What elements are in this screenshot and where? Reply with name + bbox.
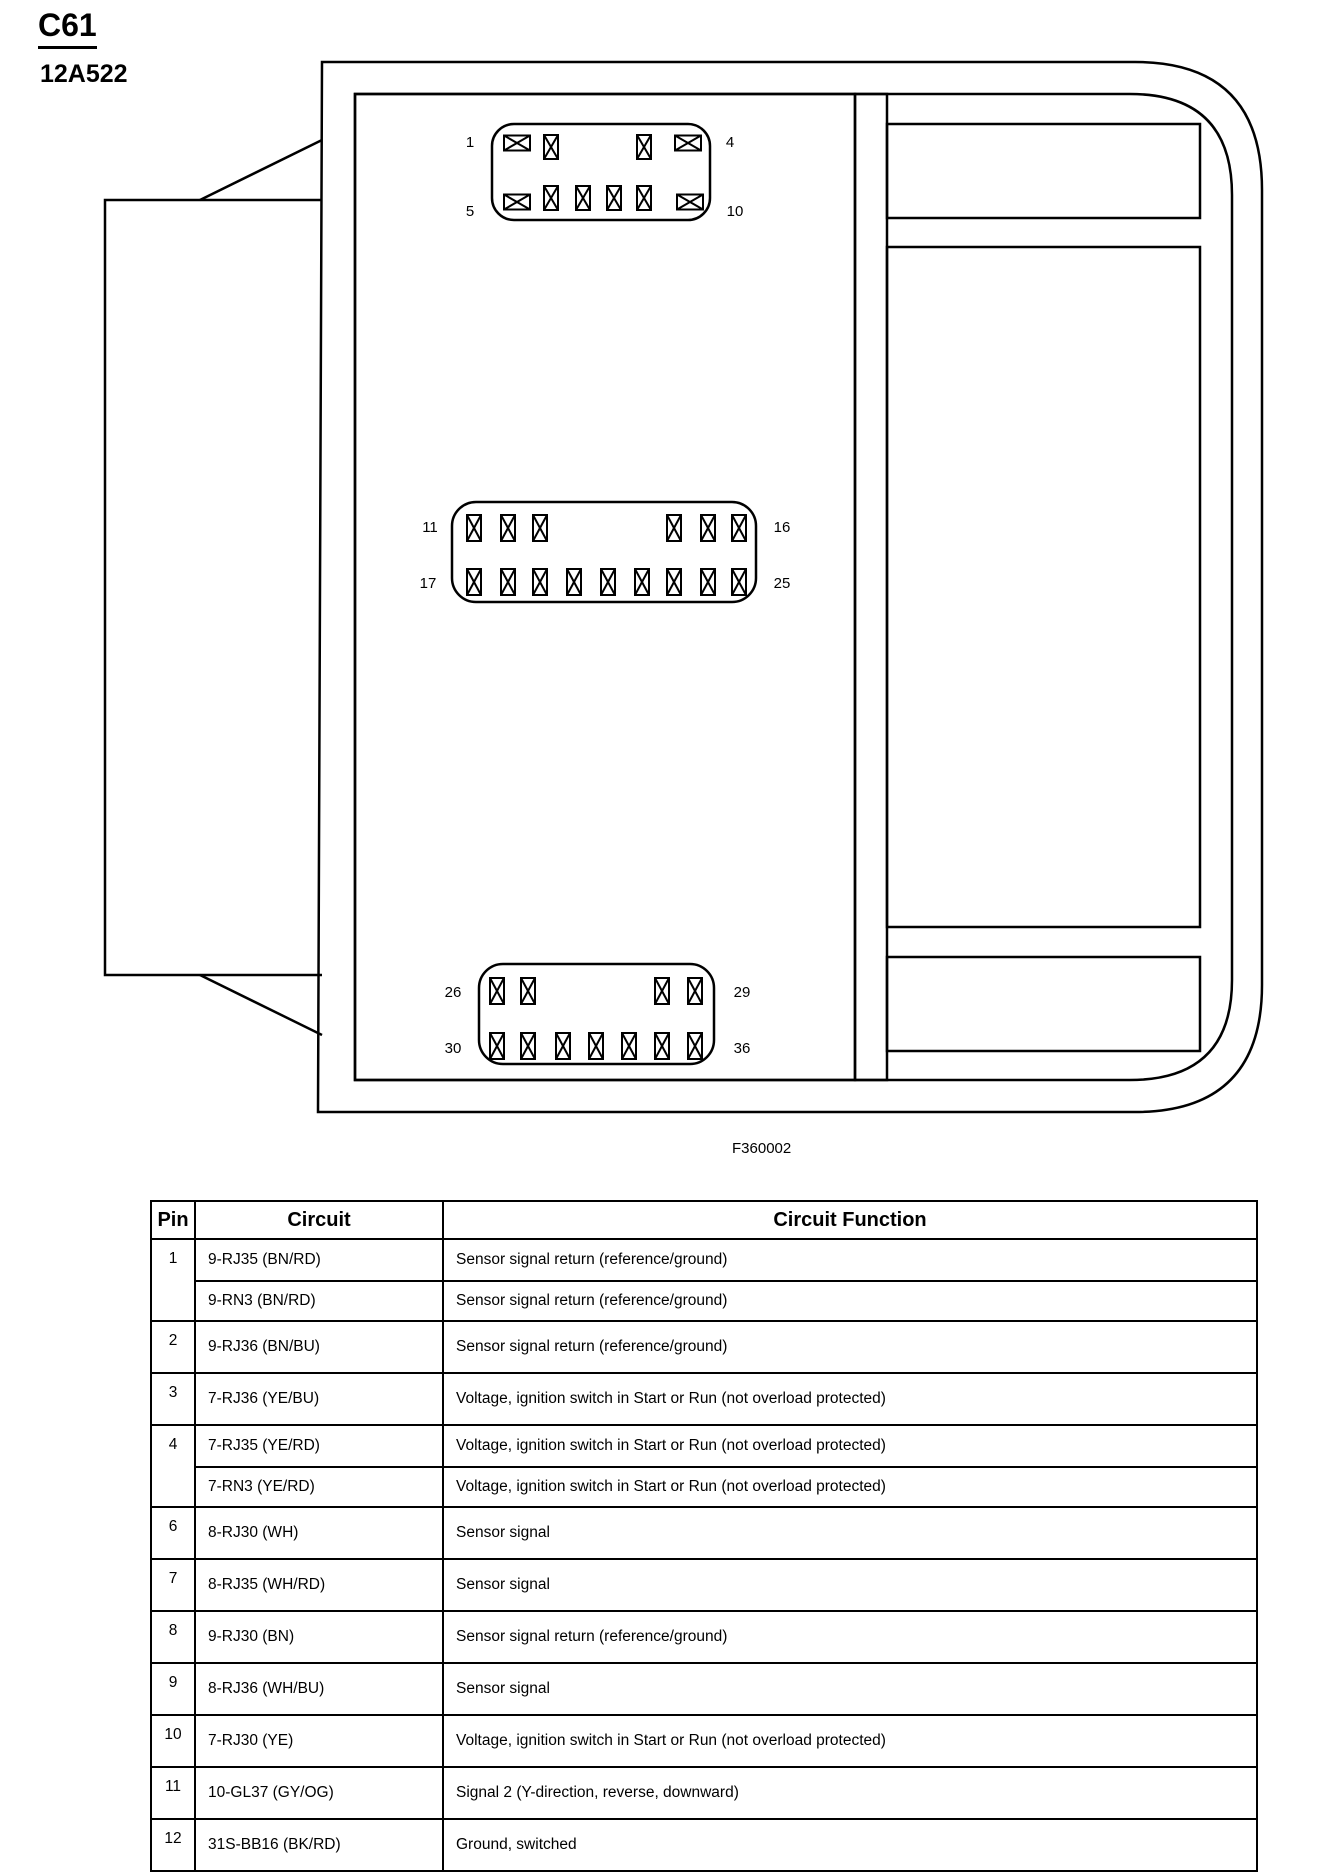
window-top	[887, 124, 1200, 218]
pin-label-26: 26	[444, 984, 462, 1001]
pin-cavity	[504, 195, 530, 210]
pin-cavity	[655, 1033, 669, 1059]
pin-cavity	[655, 978, 669, 1004]
pin-cavity	[504, 136, 530, 151]
pin-cell: 1	[151, 1239, 195, 1321]
circuit-cell: 7-RJ35 (YE/RD)	[195, 1425, 443, 1467]
pin-cavity	[688, 978, 702, 1004]
pin-label-17: 17	[419, 575, 437, 592]
header-pin: Pin	[151, 1201, 195, 1239]
pin-cavity	[556, 1033, 570, 1059]
pin-cavity	[521, 978, 535, 1004]
pin-cell: 2	[151, 1321, 195, 1373]
pin-label-30: 30	[444, 1040, 462, 1057]
function-cell: Sensor signal	[443, 1507, 1257, 1559]
pin-cavity	[490, 978, 504, 1004]
circuit-cell: 7-RJ30 (YE)	[195, 1715, 443, 1767]
pin-cavity	[544, 186, 558, 210]
function-cell: Ground, switched	[443, 1819, 1257, 1871]
pin-cavity	[467, 569, 481, 595]
table-row	[151, 1239, 1257, 1281]
pin-label-36: 36	[733, 1040, 751, 1057]
pin-label-29: 29	[733, 984, 751, 1001]
pin-cavity	[732, 569, 746, 595]
pin-cavity	[490, 1033, 504, 1059]
pin-label-4: 4	[725, 134, 735, 151]
function-cell: Sensor signal return (reference/ground)	[443, 1321, 1257, 1373]
function-cell: Sensor signal return (reference/ground)	[443, 1611, 1257, 1663]
pin-cavity	[533, 569, 547, 595]
table-row	[151, 1559, 1257, 1611]
pin-cavity	[635, 569, 649, 595]
pin-cavity	[601, 569, 615, 595]
pin-cavity	[521, 1033, 535, 1059]
part-number: 12A522	[40, 60, 128, 88]
pin-cell: 3	[151, 1373, 195, 1425]
table-row	[151, 1507, 1257, 1559]
circuit-cell: 10-GL37 (GY/OG)	[195, 1767, 443, 1819]
function-cell: Sensor signal	[443, 1559, 1257, 1611]
pin-cavity	[622, 1033, 636, 1059]
pin-cavity	[567, 569, 581, 595]
pin-cell: 8	[151, 1611, 195, 1663]
pin-cavity	[467, 515, 481, 541]
pin-cavity	[637, 135, 651, 159]
pin-cavity	[675, 136, 701, 151]
table-row	[151, 1425, 1257, 1467]
header-circuit: Circuit	[195, 1201, 443, 1239]
table-row	[151, 1373, 1257, 1425]
function-cell: Voltage, ignition switch in Start or Run (not overload protected)	[443, 1715, 1257, 1767]
function-cell: Voltage, ignition switch in Start or Run (not overload protected)	[443, 1373, 1257, 1425]
function-cell: Voltage, ignition switch in Start or Run (not overload protected)	[443, 1425, 1257, 1467]
pin-cavity	[501, 515, 515, 541]
table-row	[151, 1819, 1257, 1871]
pin-cell: 6	[151, 1507, 195, 1559]
circuit-cell: 8-RJ30 (WH)	[195, 1507, 443, 1559]
pin-label-10: 10	[726, 203, 744, 220]
pin-cavity	[589, 1033, 603, 1059]
divider-bar	[855, 94, 887, 1080]
pin-cell: 12	[151, 1819, 195, 1871]
pin-cavity	[667, 569, 681, 595]
table-row	[151, 1321, 1257, 1373]
pin-label-16: 16	[773, 519, 791, 536]
circuit-cell: 9-RJ36 (BN/BU)	[195, 1321, 443, 1373]
pin-cavity	[576, 186, 590, 210]
connector-id: C61	[38, 6, 97, 49]
circuit-cell: 31S-BB16 (BK/RD)	[195, 1819, 443, 1871]
pin-cavity	[667, 515, 681, 541]
function-cell: Sensor signal return (reference/ground)	[443, 1281, 1257, 1321]
pin-cell: 11	[151, 1767, 195, 1819]
pin-cavity	[637, 186, 651, 210]
pin-table	[150, 1200, 1258, 1872]
function-cell: Sensor signal	[443, 1663, 1257, 1715]
header-function: Circuit Function	[443, 1201, 1257, 1239]
circuit-cell: 8-RJ35 (WH/RD)	[195, 1559, 443, 1611]
table-row	[151, 1663, 1257, 1715]
window-bottom	[887, 957, 1200, 1051]
table-row	[151, 1611, 1257, 1663]
pin-cavity	[701, 569, 715, 595]
table-row	[151, 1715, 1257, 1767]
circuit-cell: 8-RJ36 (WH/BU)	[195, 1663, 443, 1715]
pin-cell: 10	[151, 1715, 195, 1767]
pin-cavity	[501, 569, 515, 595]
pin-cavity	[732, 515, 746, 541]
pin-cell: 9	[151, 1663, 195, 1715]
circuit-cell: 9-RN3 (BN/RD)	[195, 1281, 443, 1321]
pin-table-header	[151, 1201, 1257, 1239]
circuit-cell: 9-RJ35 (BN/RD)	[195, 1239, 443, 1281]
table-row	[151, 1467, 1257, 1507]
pin-cavity	[688, 1033, 702, 1059]
pin-label-11: 11	[422, 519, 438, 536]
pin-cavity	[544, 135, 558, 159]
figure-id: F360002	[732, 1140, 792, 1157]
pin-cavity	[607, 186, 621, 210]
function-cell: Sensor signal return (reference/ground)	[443, 1239, 1257, 1281]
pin-label-1: 1	[465, 134, 475, 151]
function-cell: Signal 2 (Y-direction, reverse, downward)	[443, 1767, 1257, 1819]
pin-cavity	[533, 515, 547, 541]
table-row	[151, 1767, 1257, 1819]
pin-cell: 4	[151, 1425, 195, 1507]
table-row	[151, 1281, 1257, 1321]
window-middle	[887, 247, 1200, 927]
circuit-cell: 7-RJ36 (YE/BU)	[195, 1373, 443, 1425]
circuit-cell: 9-RJ30 (BN)	[195, 1611, 443, 1663]
function-cell: Voltage, ignition switch in Start or Run (not overload protected)	[443, 1467, 1257, 1507]
pin-cavity	[677, 195, 703, 210]
connector-latch	[105, 200, 322, 975]
circuit-cell: 7-RN3 (YE/RD)	[195, 1467, 443, 1507]
pin-label-5: 5	[465, 203, 475, 220]
pin-cell: 7	[151, 1559, 195, 1611]
pin-cavity	[701, 515, 715, 541]
pin-label-25: 25	[773, 575, 791, 592]
